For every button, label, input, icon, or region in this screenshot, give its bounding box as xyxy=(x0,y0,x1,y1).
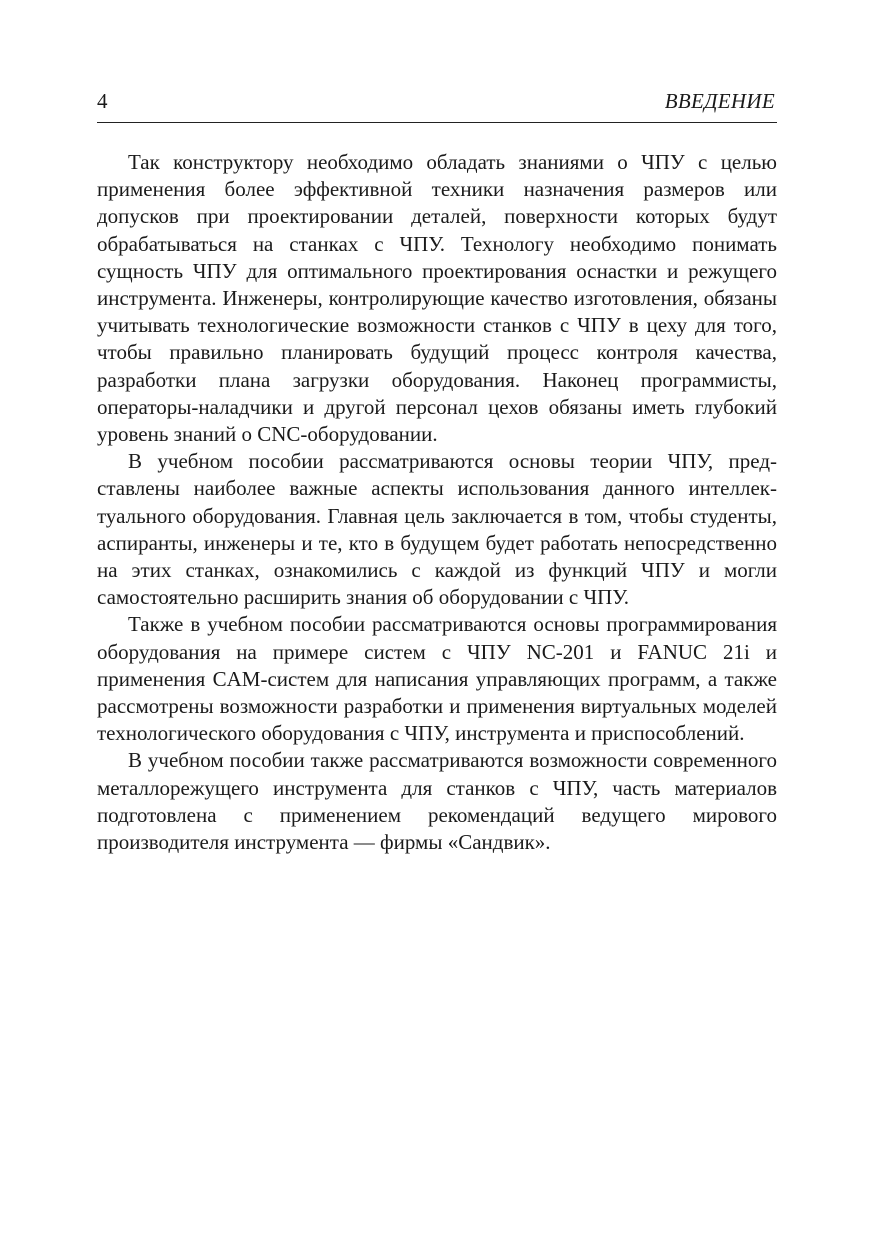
paragraph: В учебном пособии также рассматриваются возможности современного металлорежущего инструмента для станков с ЧПУ, часть материалов подготовлена с применением рекомендаций ведущего мирового производителя инструмента — фирмы «Сандвик». xyxy=(97,748,777,855)
paragraph: В учебном пособии рассматриваются основы теории ЧПУ, представлены наиболее важные аспекты использования данного интеллектуального оборудования. Главная цель заключается в том, чтобы студенты, аспиранты, инженеры и те, кто в будущем будет работать непосредственно на этих станках, ознакомились с каждой из функций ЧПУ и могли самостоятельно расширить знания об оборудовании с ЧПУ. xyxy=(97,449,777,610)
paragraph: Также в учебном пособии рассматриваются основы программирования оборудования на примере систем с ЧПУ NC-201 и FANUC 21i и применения CAM-систем для написания управляющих программ, а также рассмотрены возможности разработки и применения виртуальных моделей технологического оборудования с ЧПУ, инструмента и приспособлений. xyxy=(97,612,777,746)
page-number: 4 xyxy=(97,89,108,113)
paragraph: Так конструктору необходимо обладать знаниями о ЧПУ с целью применения более эффективной техники назначения размеров или допусков при проектировании деталей, поверхности которых будут обрабатываться на станках с ЧПУ. Технологу необходимо понимать сущность ЧПУ для оптимального проектирования оснастки и режущего инструмента. Инженеры, контролирующие качество изготовления, обязаны учитывать технологические возможности станков с ЧПУ в цеху для того, чтобы правильно планировать будущий процесс контроля качества, разработки плана загрузки оборудования. Наконец программисты, операторы-наладчики и другой персонал цехов обязаны иметь глубокий уровень знаний о CNC-оборудовании. xyxy=(97,150,777,447)
body-text xyxy=(97,149,777,856)
running-head xyxy=(97,86,777,123)
section-title: ВВЕДЕНИЕ xyxy=(664,89,775,113)
